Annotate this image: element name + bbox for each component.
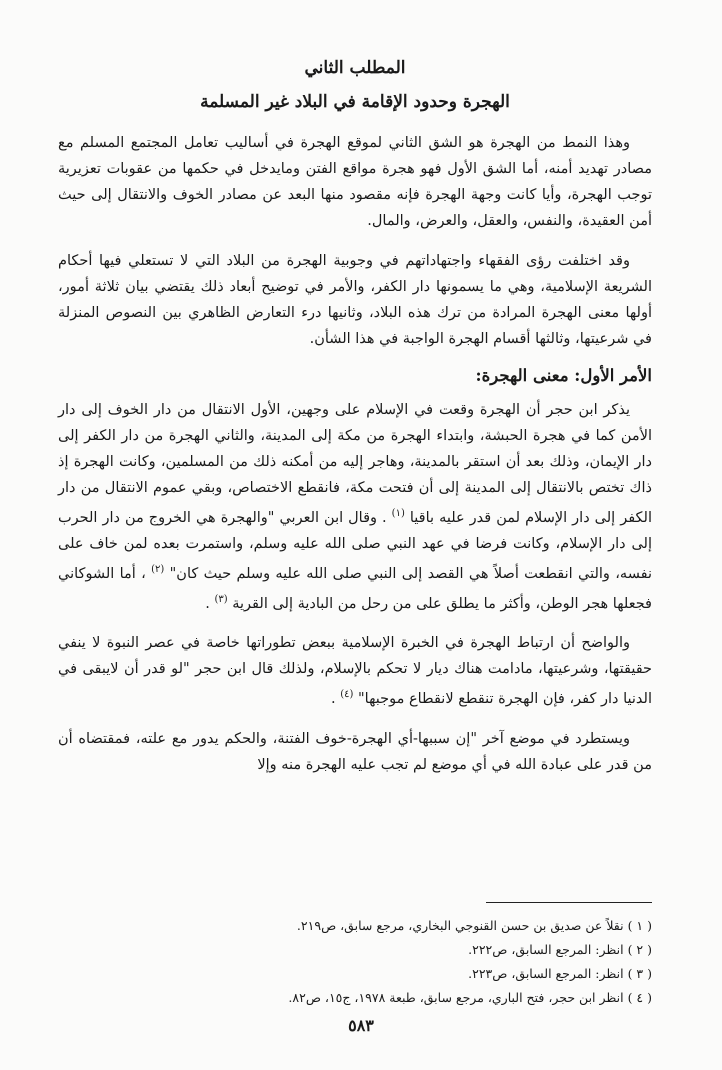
footnote-4: ( ٤ ) انظر ابن حجر، فتح الباري، مرجع سابق، طبعة ١٩٧٨، ج١٥، ص٨٢. <box>288 990 652 1005</box>
paragraph-4 <box>58 630 652 712</box>
footnote-2: ( ٢ ) انظر: المرجع السابق، ص٢٢٢. <box>468 942 652 957</box>
heading-first-matter: الأمر الأول: معنى الهجرة: <box>475 366 652 385</box>
main-text <box>58 58 652 792</box>
footnote-ref-4[interactable]: (٤) <box>340 689 354 701</box>
footnote-divider <box>486 902 652 903</box>
page-subtitle: الهجرة وحدود الإقامة في البلاد غير المسلمة <box>200 92 510 112</box>
section-title: المطلب الثاني <box>304 58 406 78</box>
paragraph-3-part-3: ، أما الشوكاني فجعلها هجر الوطن، وأكثر ما يطلق على من رحل من البادية إلى القرية <box>58 565 652 612</box>
paragraph-2: وقد اختلفت رؤى الفقهاء واجتهاداتهم في وجوبية الهجرة من البلاد التي لا تستعلي فيها أحكام الشريعة الإسلامية، وهي ما يسمونها دار الكفر، والأمر في توضيح أبعاد ذلك يقتضي بيان ثلاثة أمور، أولها معنى الهجرة المرادة من ترك هذه البلاد، وثانيها درء التعارض الظاهري بين النصوص المنزلة في شرعيتها، وثالثها أقسام الهجرة الواجبة في هذا الشأن. <box>58 253 652 347</box>
paragraph-1: وهذا النمط من الهجرة هو الشق الثاني لموقع الهجرة في أساليب تعامل المجتمع المسلم مع مصادر تهديد أمنه، أما الشق الأول فهو هجرة مواقع الفتن ومايدخل في حكمها من عقوبات تعزيرية توجب الهجرة، وأيا كانت وجهة الهجرة فإنه مقصود منها البعد عن مصادر الخوف والانتقال إلى حيث أمن العقيدة، والنفس، والعقل، والعرض، والمال. <box>58 135 652 229</box>
page-number: ٥٨٣ <box>348 1016 374 1035</box>
paragraph-3-part-1: يذكر ابن حجر أن الهجرة وقعت في الإسلام على وجهين، الأول الانتقال من دار الخوف إلى دار الأمن كما في هجرة الحبشة، وابتداء الهجرة من مكة إلى المدينة، والثاني الهجرة من دار الكفر إلى دار الإيمان، وذلك بعد أن استقر بالمدينة، وهاجر إليه من أمكنه ذلك من المسلمين، وكانت الهجرة إذ ذاك تختص بالانتقال إلى المدينة إلى أن فتحت مكة، فانقطع الاختصاص، وبقي عموم الانتقال من دار الكفر إلى دار الإسلام لمن قدر عليه باقيا <box>58 402 652 526</box>
footnote-ref-1[interactable]: (١) <box>391 508 405 519</box>
paragraph-4-text: والواضح أن ارتباط الهجرة في الخبرة الإسلامية ببعض تطوراتها خاصة في عصر النبوة لا ينفي حقيقتها، وشرعيتها، مادامت هناك ديار لا تحكم بالإسلام، ولذلك قال ابن حجر "لو قدر أن لايبقى في الدنيا دار كفر، فإن الهجرة تنقطع لانقطاع موجبها" <box>58 635 652 708</box>
footnote-ref-3[interactable]: (٣) <box>214 593 228 605</box>
footnotes <box>58 914 652 1010</box>
paragraph-5: ويستطرد في موضع آخر "إن سببها-أي الهجرة-خوف الفتنة، والحكم يدور مع علته، فمقتضاه أن من قدر على عبادة الله في أي موضع لم تجب عليه الهجرة منه وإلا <box>58 731 652 774</box>
footnote-1: ( ١ ) نقلاً عن صديق بن حسن القنوجي البخاري، مرجع سابق، ص٢١٩. <box>296 918 652 933</box>
paragraph-3-part-2: . وقال ابن العربي "والهجرة هي الخروج من دار الحرب إلى دار الإسلام، وكانت فرضا في عهد النبي صلى الله عليه وسلم، واستمرت بعده لمن خاف على نفسه، والتي انقطعت أصلاً هي القصد إلى النبي صلى الله عليه وسلم حيث كان" <box>58 509 652 582</box>
paragraph-3 <box>58 397 652 616</box>
paragraph-3-part-4: . <box>205 595 210 612</box>
footnote-3: ( ٣ ) انظر: المرجع السابق، ص٢٢٣. <box>468 966 652 981</box>
footnote-ref-2[interactable]: (٢) <box>151 563 165 575</box>
paragraph-4-end: . <box>331 691 336 708</box>
